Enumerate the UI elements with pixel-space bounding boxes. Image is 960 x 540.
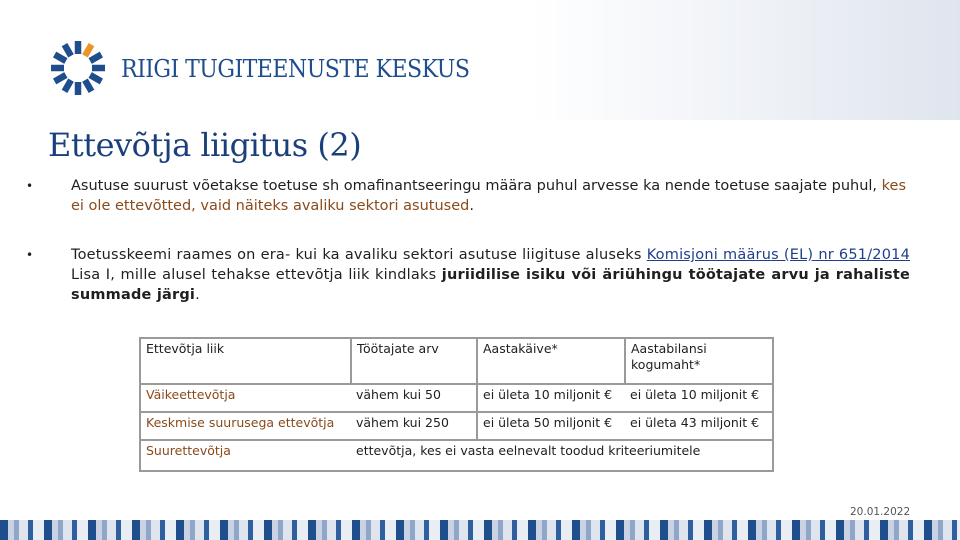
logo-ray (85, 45, 92, 56)
sunburst-logo-icon (46, 36, 110, 100)
bullet-item-1 (26, 176, 910, 216)
logo-ray (65, 45, 72, 56)
page-title: Ettevõtja liigitus (2) (48, 126, 362, 164)
bullet-symbol: • (26, 248, 34, 262)
bullet-2-text: Toetusskeemi raames on era- kui ka avaliku sektori asutuse liigituse aluseks (71, 247, 647, 263)
bullet-list (26, 176, 910, 305)
category-small: Väikeettevõtja (140, 384, 351, 412)
bullet-item-2 (26, 245, 910, 305)
bullet-symbol: • (26, 179, 34, 193)
bullet-2-bold: juriidilise isiku või äriühingu töötajate arvu ja rahaliste summade järgi (71, 267, 910, 303)
bullet-1-text: Asutuse suurust võetakse toetuse sh omafinantseeringu määra puhul arvesse ka nende toetuse saajate puhul, (71, 178, 882, 194)
organization-name: RIIGI TUGITEENUSTE KESKUS (121, 55, 470, 83)
header-employees: Töötajate arv (351, 338, 477, 384)
table-row (140, 384, 773, 412)
header-turnover: Aastakäive* (477, 338, 625, 384)
header-enterprise-type: Ettevõtja liik (140, 338, 351, 384)
slide-date: 20.01.2022 (850, 506, 911, 518)
header-balance: Aastabilansi kogumaht* (625, 338, 773, 384)
bullet-1-end: . (469, 198, 474, 214)
table-header-row (140, 338, 773, 384)
bullet-1-highlight: kes ei ole ettevõtted, vaid näiteks avaliku sektori asutused (71, 178, 907, 214)
bullet-2-text-mid: Lisa I, mille alusel tehakse ettevõtja liik kindlaks (71, 267, 442, 283)
logo-ray (85, 80, 92, 91)
logo-ray (65, 80, 72, 91)
logo-ray (90, 55, 101, 62)
table-row (140, 412, 773, 440)
logo-ray (55, 55, 66, 62)
turnover-medium: ei ületa 50 miljonit € (477, 412, 625, 440)
category-medium: Keskmise suurusega ettevõtja (140, 412, 351, 440)
employees-small: vähem kui 50 (351, 384, 477, 412)
bullet-2-end: . (195, 287, 200, 303)
bottom-decorative-bar (0, 520, 960, 540)
balance-small: ei ületa 10 miljonit € (625, 384, 773, 412)
balance-medium: ei ületa 43 miljonit € (625, 412, 773, 440)
logo-ray (55, 75, 66, 82)
category-large: Suurettevõtja (140, 440, 351, 471)
large-criteria: ettevõtja, kes ei vasta eelnevalt toodud kriteeriumitele (351, 440, 773, 471)
table-row (140, 440, 773, 471)
turnover-small: ei ületa 10 miljonit € (477, 384, 625, 412)
regulation-link[interactable]: Komisjoni määrus (EL) nr 651/2014 (646, 247, 910, 263)
employees-medium: vähem kui 250 (351, 412, 477, 440)
logo-ray (90, 75, 101, 82)
enterprise-classification-table (139, 337, 774, 472)
